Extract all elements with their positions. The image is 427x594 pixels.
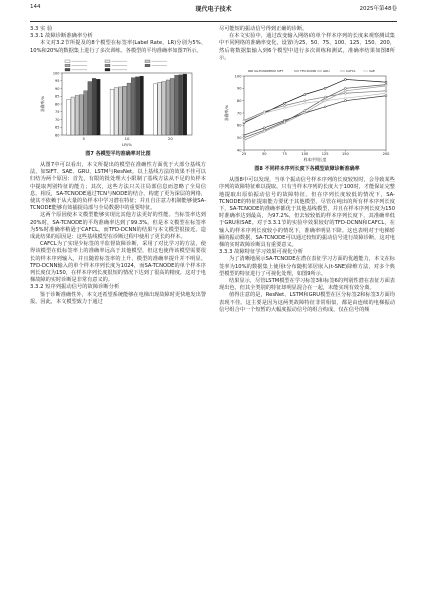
series-line [244,91,386,121]
x-axis-label: LR/% [122,141,132,147]
paragraph: 本文对3.2节所提及的8个模型在标签率(Label Rate，LR)分别为5%、10%和20%的数据集上进行了多次训练。各模型的平均准确率如图7所示。 [30,40,206,54]
data-point [304,100,306,102]
x-tick-label: 100 [301,152,309,157]
legend-label: SA-TCNODE [254,69,272,74]
paragraph: 从图7中可以看出，本文所提出的模型在准确性方面优于大部分基线方法，如SIFT、SAE、GRU、LSTM与ResNet。以上基线方法的效果不佳可以归结为两个原因：首先，有限的批处理大小限制了基线方法从不足的负样本中提取判别特征的能力；其次，这些方法只关注局部信息而忽略了全局信息。相反，SA-TCNODE通过TCN与NODE的结合，构建了更为深层的网络，使其不依赖于从大量的负样本中学习潜在特征；并且自注意力机制能够使SA-TCNODE能够有效捕捉局部与全局数据中的重要特征。 [30,162,206,212]
subsection-heading: 3.3.2 短序列振动信号的故障诊断分析 [30,284,120,291]
data-point [304,112,306,114]
y-tick-label: 95 [55,78,60,83]
data-point [385,81,387,83]
data-point [324,106,326,108]
section-heading: 3.3 实 验 [30,26,53,32]
x-tick-label: 10 [124,135,130,141]
x-tick-label: 150 [341,152,349,157]
y-tick-label: 70 [55,117,60,122]
data-point [284,122,286,124]
y-tick-label: 80 [236,98,242,103]
data-point [304,94,306,96]
data-point [263,131,265,133]
header-rule [30,21,397,22]
x-tick-label: 75 [282,152,287,157]
data-point [344,100,346,102]
data-point [243,137,245,139]
legend-label: SAE [369,69,375,74]
y-tick-label: 50 [236,135,242,140]
x-tick-label: 50 [261,152,267,157]
legend-label: CAFCL [346,69,356,74]
data-point [385,92,387,94]
y-tick-label: 80 [55,102,60,107]
bar [114,88,118,135]
data-point [284,105,286,107]
subsection-heading: 3.3.1 故障诊断准确率分析 [30,33,93,40]
paragraph: 从图8中可以发现，当单个振动信号样本序列的长度较短时，会导致某些序列的故障特征难以提取。只有当样本序列的长度大于100时，才能保证完整地提取出原始振动信号的故障特征。但在序列长度较低的情况下，SA-TCNODE的特征提取能力要优于其他模型，尽管在纯出的所有样本序列长度下，SA-TCNODE的准确率都优于其他基线模型，并且在样本序列长度为150时准确率达到最高，为97.2%，但去较较低的样本序列长度下，其准确率低于GRU和SAE。对于3.3.1节的实验中效果较好的TFD-DCNN和CAFCL，在输入的样本序列长度较小的情况下，准确率明显下降。这也表明对于电梯轿厢的振动数据，SA-TCNODE可以通过较短的振动信号进行故障诊断，这对电梯的实时故障诊断具有重要意义。 [219,177,395,249]
bar [71,97,75,135]
legend-swatch [105,60,110,63]
left-column [30,26,206,306]
bar [158,82,162,135]
y-tick-label: 100 [52,71,60,76]
x-axis-label: 样本序列长度 [303,157,327,163]
paragraph: 值得注意的是，ResNet、LSTM和GRU模型在区分标签2和标签3方面均表现不佳。这主要是因为这两类故障特征非常相似，都是由连续的电梯振动信号组合中一个短暂的大幅度振动信号的组合构成，仅在信号的频 [219,292,395,313]
data-point [344,92,346,94]
paragraph: 尽可能短的振动信号得到正确的诊断。 [219,26,308,32]
legend-swatch [65,68,70,71]
legend-swatch [145,64,150,67]
legend-label: SIFT [277,69,284,74]
bar [153,84,157,135]
figure-8-caption: 图8 不同样本序列长度下各模型故障诊断准确率 [254,166,360,173]
data-point [284,107,286,109]
figure-7-bar-chart [38,57,198,149]
bar [166,80,170,135]
y-tick-label: 65 [55,125,60,130]
y-tick-label: 75 [55,109,60,114]
y-tick-label: 60 [236,123,242,128]
bar [175,75,179,135]
data-point [243,121,245,123]
bar [162,81,166,134]
bar [127,83,131,135]
data-point [263,127,265,129]
bar [119,87,123,135]
bar [131,77,135,134]
data-point [324,96,326,98]
bar [79,95,83,135]
data-point [304,110,306,112]
y-axis-label: 准确率/% [40,95,45,112]
page-number: 144 [30,4,41,10]
bar [123,86,127,135]
paragraph: 结果显示，尽管LSTM模型在学习标签3和标签6的判别性潜在表征方面表现出色，但其全类别的特征却明显混合在一起，未能实现有效分离。 [219,278,395,292]
paragraph: 鉴于诊断准确性外，本文还希望系统能够在电梯出现故障时更快地发出警报。因此，本文模型致力于通过 [30,291,207,305]
bar [84,91,88,135]
data-point [344,97,346,99]
bar [75,95,79,135]
data-point [385,85,387,87]
data-point [324,100,326,102]
bar [179,75,183,135]
bar [140,76,144,135]
paragraph: 在本文实验中，通过改变输入网络i的单个样本序列的长度来观察测试集中不同网络的准确率变化，设置i为25、50、75、100、125、150、200，然后将数据集输入到6个模型中进行多次训练和测试，准确率结果如图8所示。 [219,33,395,61]
y-axis-label: 准确率/% [224,104,229,122]
subsection-heading: 3.3.3 故障特征学习效果可视化分析 [219,249,304,256]
x-tick-label: 20 [167,135,173,141]
legend-swatch [145,60,150,63]
y-tick-label: 40 [236,148,242,153]
legend-swatch [105,68,110,71]
paragraph: 这两个原因使本文模型能够实现比其他方法更好的性能。当标签率达到20%时，SA-TCNODE的平均准确率达到了99.3%。但是本文模型在标签率为5%时准确率稍逊于CAFCL，而TFD-DCNN的结果与本文模型很接近。造成此结果的原因是：这些基线模型在诊断过程中使用了更长的样本。 [30,212,206,241]
x-tick-label: 125 [321,152,329,157]
data-point [344,87,346,89]
y-tick-label: 70 [236,111,242,116]
legend-swatch [65,60,70,63]
data-point [344,90,346,92]
figure-8-line-chart [222,64,392,164]
y-tick-label: 90 [236,86,242,91]
x-tick-label: 5 [82,135,85,141]
bar [96,79,100,135]
data-point [243,134,245,136]
bar [135,77,139,135]
y-tick-label: 100 [234,74,242,79]
data-point [344,78,346,80]
bar [183,74,187,135]
data-point [324,87,326,89]
x-tick-label: 25 [241,152,247,157]
bar [67,99,71,135]
bar [170,78,174,135]
bar [110,89,114,135]
right-column [219,26,395,314]
issue-label: 2025年第48卷 [359,6,397,12]
figure-7-caption: 图7 各模型平均准确率对比图 [85,150,151,157]
journal-name: 现代电子技术 [195,6,232,13]
legend-swatch [65,64,70,67]
y-tick-label: 60 [55,133,60,138]
bar [92,78,96,135]
y-tick-label: 90 [55,86,60,91]
series-line [244,79,386,122]
legend-label: TFD-DCNN [300,69,316,74]
legend-swatch [105,64,110,67]
data-point [263,112,265,114]
data-point [284,102,286,104]
paragraph: CAFCL为了实现少标签的半监督故障诊断，采用了对比学习的方法，使得该模型在低标签率上的准确率远高于其他模型，但这也使得该模型需要很长的样本序列输入，并且随着标签率的上升，模型的准确率提升并不明显。TFD-DCNN输入的单个样本序列长度为1024，而SA-TCNODE的单个样本序列长度仅为150，在样本序列长度很短的情况下达到了很高的精度，这对于电梯故障的实时诊断是非常有意义的。 [30,241,206,284]
data-point [243,139,245,141]
y-tick-label: 85 [55,94,60,99]
paragraph: 为了清晰地展示SA-TCNODE在潜在表征学习方面的优越能力，本文在标签率为10%的数据集上使用t分布随机邻居嵌入(t-SNE)降维方法，对多个典型模型的特征进行了可视化处理，如图9所示。 [219,256,395,277]
data-point [304,102,306,104]
x-tick-label: 200 [382,152,390,157]
legend-label: GRU [323,69,330,74]
data-point [385,90,387,92]
series-line [244,93,386,121]
bar [88,81,92,134]
data-point [385,95,387,97]
